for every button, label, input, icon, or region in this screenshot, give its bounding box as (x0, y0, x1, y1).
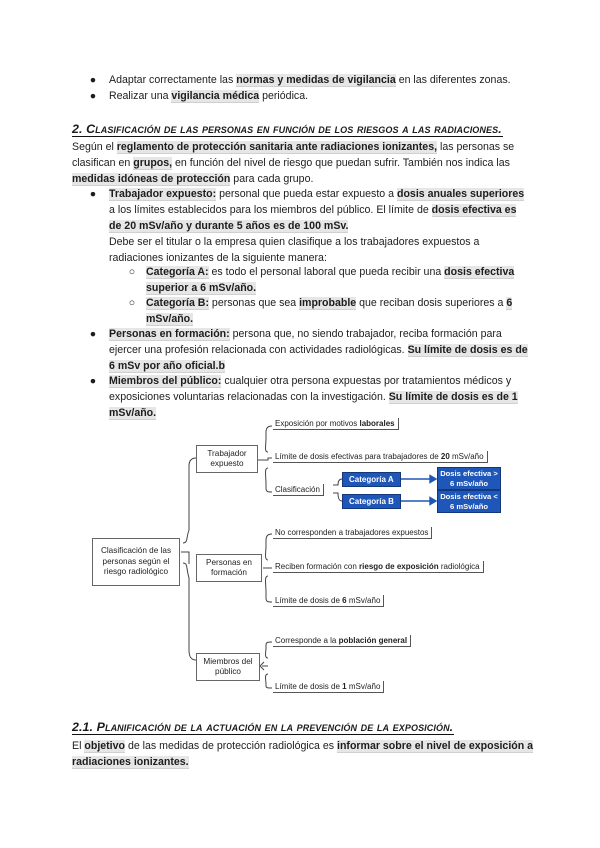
list-item-text: en las diferentes zonas. (395, 74, 511, 86)
text: personas que sea (208, 297, 300, 309)
leaf-bold: 1 (342, 682, 347, 691)
diagram-dosis-b: Dosis efectiva < 6 mSv/año (437, 490, 501, 513)
bullet-icon: ● (89, 375, 97, 387)
list-item-bold: vigilancia médica (171, 90, 260, 102)
text: que reciban dosis superiores a (356, 297, 507, 309)
text: Debe ser el titular o la empresa quien clasifique a los trabajadores expuestos a radiaciones ionizantes de la siguiente manera: (109, 236, 480, 264)
bold-text: 6 mSv/año. (146, 297, 513, 325)
section-heading: 2. Clasificación de las personas en función de los riesgos a las radiaciones. (72, 122, 502, 136)
bullet-icon: ● (89, 188, 97, 200)
diagram-leaf-reciben (273, 561, 484, 573)
text: en función del nivel de riesgo que puedan sufrir. También nos indica las (172, 157, 510, 169)
diagram-leaf-exposicion (273, 418, 399, 430)
bold-text: grupos, (133, 157, 173, 169)
leaf-text: Exposición por motivos (275, 419, 360, 428)
circle-bullet-icon: ○ (128, 266, 136, 278)
bold-text: dosis anuales superiores (396, 188, 525, 200)
diagram-leaf-clasificacion: Clasificación (273, 484, 324, 496)
bold-text: medidas idóneas de protección (72, 173, 231, 185)
item-label: Categoría A: (146, 266, 209, 278)
bold-text: dosis efectiva es de 20 mSv/año y durante 5 años es de 100 mSv. (109, 204, 517, 232)
section21-paragraph (72, 738, 542, 770)
bold-text: Su límite de dosis es de 1 mSv/año. (109, 391, 518, 419)
leaf-text: Límite de dosis efectivas para trabajadores de (275, 452, 441, 461)
leaf-text: Límite de dosis de (275, 596, 343, 605)
text: es todo el personal laboral que pueda recibir una (208, 266, 445, 278)
diagram-node-trabajador: Trabajador expuesto (196, 445, 258, 473)
text: a los límites establecidos para los miembros del público. El límite de (109, 204, 432, 216)
text: cualquier otra persona expuestas por tratamientos médicos y exposiciones voluntarias relacionadas con la investigación. (109, 375, 512, 403)
leaf-text: mSv/año (346, 682, 381, 691)
diagram-node-publico: Miembros del público (196, 653, 260, 681)
text: El (72, 740, 85, 752)
bullet-icon: ● (89, 328, 97, 340)
bullet-icon: ● (89, 90, 97, 102)
leaf-text: Corresponde a la (275, 636, 339, 645)
leaf-text: mSv/año (449, 452, 484, 461)
leaf-bold: 20 (440, 452, 450, 461)
bold-text: objetivo (84, 740, 125, 752)
text: personal que pueda estar expuesto a (216, 188, 397, 200)
text: de las medidas de protección radiológica es (125, 740, 337, 752)
text: persona que, no siendo trabajador, reciba formación para ejercer una profesión relacionada con actividades radiológicas. (109, 328, 502, 356)
diagram-leaf-no-corresponden: No corresponden a trabajadores expuestos (273, 527, 432, 539)
list-item-bold: normas y medidas de vigilancia (236, 74, 396, 86)
leaf-text: Límite de dosis de (275, 682, 343, 691)
subsection-heading: 2.1. Planificación de la actuación en la prevención de la exposición. (72, 720, 454, 734)
diagram-leaf-limite-20 (273, 451, 488, 463)
diagram-dosis-a: Dosis efectiva > 6 mSv/año (437, 467, 501, 490)
text: Según el (72, 141, 117, 153)
item-label: Categoría B: (146, 297, 209, 309)
item-label: Miembros del público: (109, 375, 222, 387)
list-item-text: periódica. (259, 90, 309, 102)
leaf-bold: población general (338, 636, 408, 645)
leaf-text: radiológica (438, 562, 480, 571)
item-label: Trabajador expuesto: (109, 188, 217, 200)
bold-text: reglamento de protección sanitaria ante radiaciones ionizantes, (116, 141, 438, 153)
bullet-icon: ● (89, 74, 97, 86)
diagram-root-node: Clasificación de las personas según el riesgo radiológico (92, 538, 180, 586)
leaf-bold: riesgo de exposición (359, 562, 439, 571)
leaf-bold: 6 (342, 596, 347, 605)
circle-bullet-icon: ○ (128, 297, 136, 309)
item-label: Personas en formación: (109, 328, 230, 340)
diagram-node-formacion: Personas en formación (196, 554, 262, 582)
text: las personas se clasifican en (72, 141, 515, 169)
bold-text: informar sobre el nivel de exposición a radiaciones ionizantes. (72, 740, 534, 768)
leaf-bold: laborales (359, 419, 395, 428)
bold-text: Su límite de dosis es de 6 mSv por año oficial.b (109, 344, 528, 372)
diagram-categoria-b: Categoría B (342, 494, 401, 509)
diagram-leaf-limite-1 (273, 681, 384, 693)
list-item-text: Realizar una (109, 90, 172, 102)
diagram-categoria-a: Categoría A (342, 472, 401, 487)
list-item-text: Adaptar correctamente las (109, 74, 237, 86)
bold-text: dosis efectiva superior a 6 mSv/año. (146, 266, 515, 294)
diagram-leaf-corresponde (273, 635, 411, 647)
bold-text: improbable (299, 297, 357, 309)
leaf-text: mSv/año (346, 596, 381, 605)
text: para cada grupo. (230, 173, 314, 185)
diagram-leaf-limite-6 (273, 595, 384, 607)
leaf-text: Reciben formación con (275, 562, 360, 571)
